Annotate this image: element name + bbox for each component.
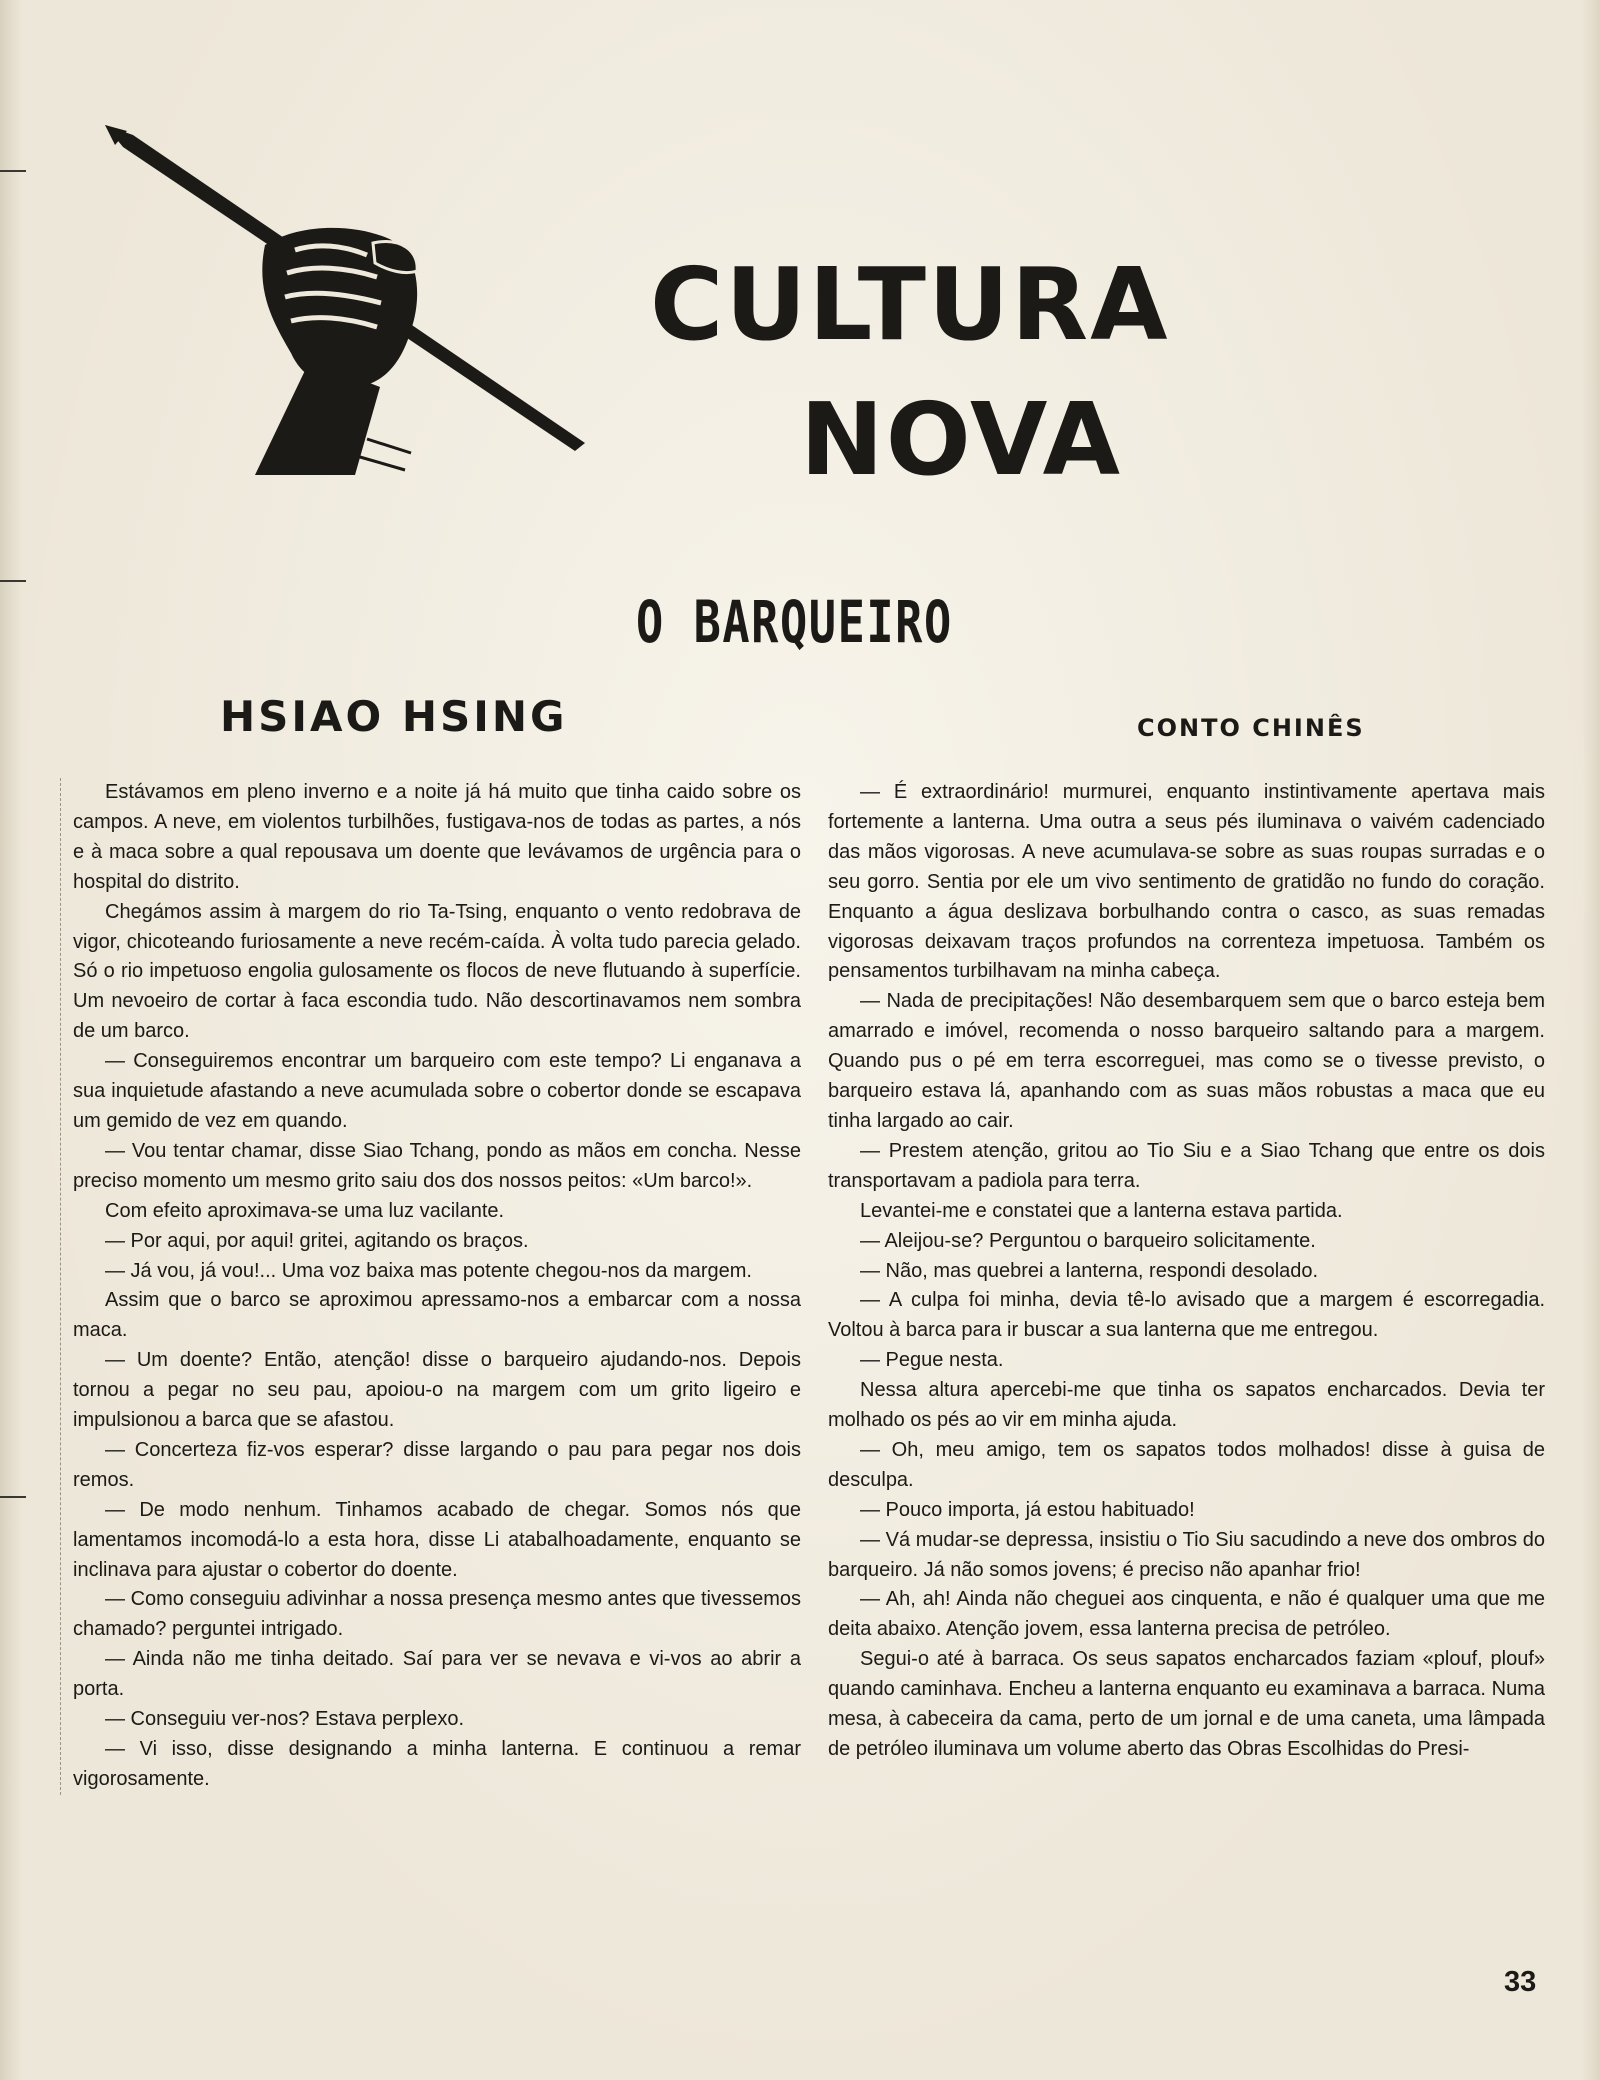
right-text-column bbox=[828, 778, 1545, 1765]
masthead-title-line2: NOVA bbox=[800, 381, 1123, 498]
story-title: O BARQUEIRO bbox=[636, 588, 953, 656]
margin-mark bbox=[0, 170, 26, 172]
margin-mark bbox=[0, 580, 26, 582]
paragraph: Segui-o até à barraca. Os seus sapatos encharcados faziam «plouf, plouf» quando caminhava. Encheu a lanterna enquanto eu examinava a barraca. Numa mesa, à cabeceira da cama, perto de um jornal e de uma caneta, uma lâmpada de petróleo iluminava um volume aberto das Obras Escolhidas do Presi- bbox=[828, 1648, 1545, 1760]
paragraph: — A culpa foi minha, devia tê-lo avisado que a margem é escorregadia. Voltou à barca para ir buscar a sua lanterna que me entregou. bbox=[828, 1289, 1545, 1342]
paragraph: — Conseguiremos encontrar um barqueiro com este tempo? Li enganava a sua inquietude afastando a neve acumulada sobre o cobertor donde se escapava um gemido de vez em quando. bbox=[73, 1050, 801, 1132]
story-author: HSIAO HSING bbox=[220, 692, 568, 741]
paragraph: — De modo nenhum. Tinhamos acabado de chegar. Somos nós que lamentamos incomodá-lo a esta hora, disse Li atabalhoadamente, enquanto se inclinava para ajustar o cobertor do doente. bbox=[73, 1498, 801, 1581]
paragraph: — Ah, ah! Ainda não cheguei aos cinquenta, e não é qualquer uma que me deita abaixo. Atenção jovem, essa lanterna precisa de petróleo. bbox=[828, 1588, 1545, 1641]
paragraph: — Vá mudar-se depressa, insistiu o Tio Siu sacudindo a neve dos ombros do barqueiro. Já não somos jovens; é preciso não apanhar frio! bbox=[828, 1528, 1545, 1581]
paragraph: — Vou tentar chamar, disse Siao Tchang, pondo as mãos em concha. Nesse preciso momento um mesmo grito saiu dos dos nossos peitos: «Um barco!». bbox=[73, 1139, 801, 1192]
masthead-title-line1: CULTURA bbox=[650, 246, 1170, 363]
paragraph: — É extraordinário! murmurei, enquanto instintivamente apertava mais fortemente a lanterna. Uma outra a seus pés iluminava o vaivém cadenciado das mãos vigorosas. A neve acumulava-se sobre as suas roupas surradas e o seu gorro. Sentia por ele um vivo sentimento de gratidão no fundo do coração. Enquanto a água deslizava borbulhando contra o casco, as suas remadas vigorosas deixavam traços profundos na correnteza impetuosa. Também os pensamentos turbilhavam na minha cabeça. bbox=[828, 781, 1545, 983]
paragraph: — Conseguiu ver-nos? Estava perplexo. bbox=[105, 1708, 465, 1731]
paragraph: — Nada de precipitações! Não desembarquem sem que o barco esteja bem amarrado e imóvel, recomenda o nosso barqueiro saltando para a margem. Quando pus o pé em terra escorreguei, mas como se o tivesse previsto, o barqueiro estava lá, apanhando com as suas mãos robustas a maca que eu tinha largado ao cair. bbox=[828, 990, 1545, 1132]
paragraph: — Já vou, já vou!... Uma voz baixa mas potente chegou-nos da margem. bbox=[105, 1259, 752, 1282]
paragraph: — Como conseguiu adivinhar a nossa presença mesmo antes que tivessemos chamado? perguntei intrigado. bbox=[73, 1588, 801, 1641]
page-number: 33 bbox=[1504, 1966, 1537, 1998]
paragraph: Estávamos em pleno inverno e a noite já há muito que tinha caido sobre os campos. A neve, em violentos turbilhões, fustigava-nos de todas as partes, a nós e à maca sobre a qual repousava um doente que levávamos de urgência para o hospital do distrito. bbox=[73, 781, 801, 893]
paragraph: — Prestem atenção, gritou ao Tio Siu e a Siao Tchang que entre os dois transportavam a padiola para terra. bbox=[828, 1139, 1545, 1192]
paragraph: Assim que o barco se aproximou apressamo-nos a embarcar com a nossa maca. bbox=[73, 1289, 801, 1342]
paragraph: Levantei-me e constatei que a lanterna estava partida. bbox=[860, 1199, 1343, 1222]
left-text-column bbox=[60, 778, 801, 1795]
paragraph: — Aleijou-se? Perguntou o barqueiro solicitamente. bbox=[860, 1229, 1316, 1252]
paragraph: — Pegue nesta. bbox=[860, 1349, 1004, 1372]
paragraph: Com efeito aproximava-se uma luz vacilante. bbox=[105, 1199, 505, 1222]
paragraph: — Pouco importa, já estou habituado! bbox=[860, 1498, 1195, 1521]
paragraph: — Por aqui, por aqui! gritei, agitando os braços. bbox=[105, 1229, 529, 1252]
paragraph: — Não, mas quebrei a lanterna, respondi desolado. bbox=[860, 1259, 1319, 1282]
paragraph: Nessa altura apercebi-me que tinha os sapatos encharcados. Devia ter molhado os pés ao vir em minha ajuda. bbox=[828, 1379, 1545, 1432]
story-kicker: CONTO CHINÊS bbox=[1137, 714, 1365, 742]
paragraph: — Concerteza fiz-vos esperar? disse largando o pau para pegar nos dois remos. bbox=[73, 1438, 801, 1491]
paragraph: — Um doente? Então, atenção! disse o barqueiro ajudando-nos. Depois tornou a pegar no seu pau, apoiou-o na margem com um grito ligeiro e impulsionou a barca que se afastou. bbox=[73, 1349, 801, 1432]
paragraph: — Oh, meu amigo, tem os sapatos todos molhados! disse à guisa de desculpa. bbox=[828, 1438, 1545, 1491]
paragraph: — Ainda não me tinha deitado. Saí para ver se nevava e vi-vos ao abrir a porta. bbox=[73, 1648, 801, 1701]
margin-mark bbox=[0, 1496, 26, 1498]
paragraph: — Vi isso, disse designando a minha lanterna. E continuou a remar vigorosamente. bbox=[73, 1738, 801, 1790]
fist-holding-pen-icon bbox=[105, 125, 600, 475]
paragraph: Chegámos assim à margem do rio Ta-Tsing, enquanto o vento redobrava de vigor, chicoteando furiosamente a neve recém-caída. À volta tudo parecia gelado. Só o rio impetuoso engolia gulosamente os flocos de neve flutuando à superfície. Um nevoeiro de cortar à faca escondia tudo. Não descortinavamos nem sombra de um barco. bbox=[73, 900, 801, 1043]
